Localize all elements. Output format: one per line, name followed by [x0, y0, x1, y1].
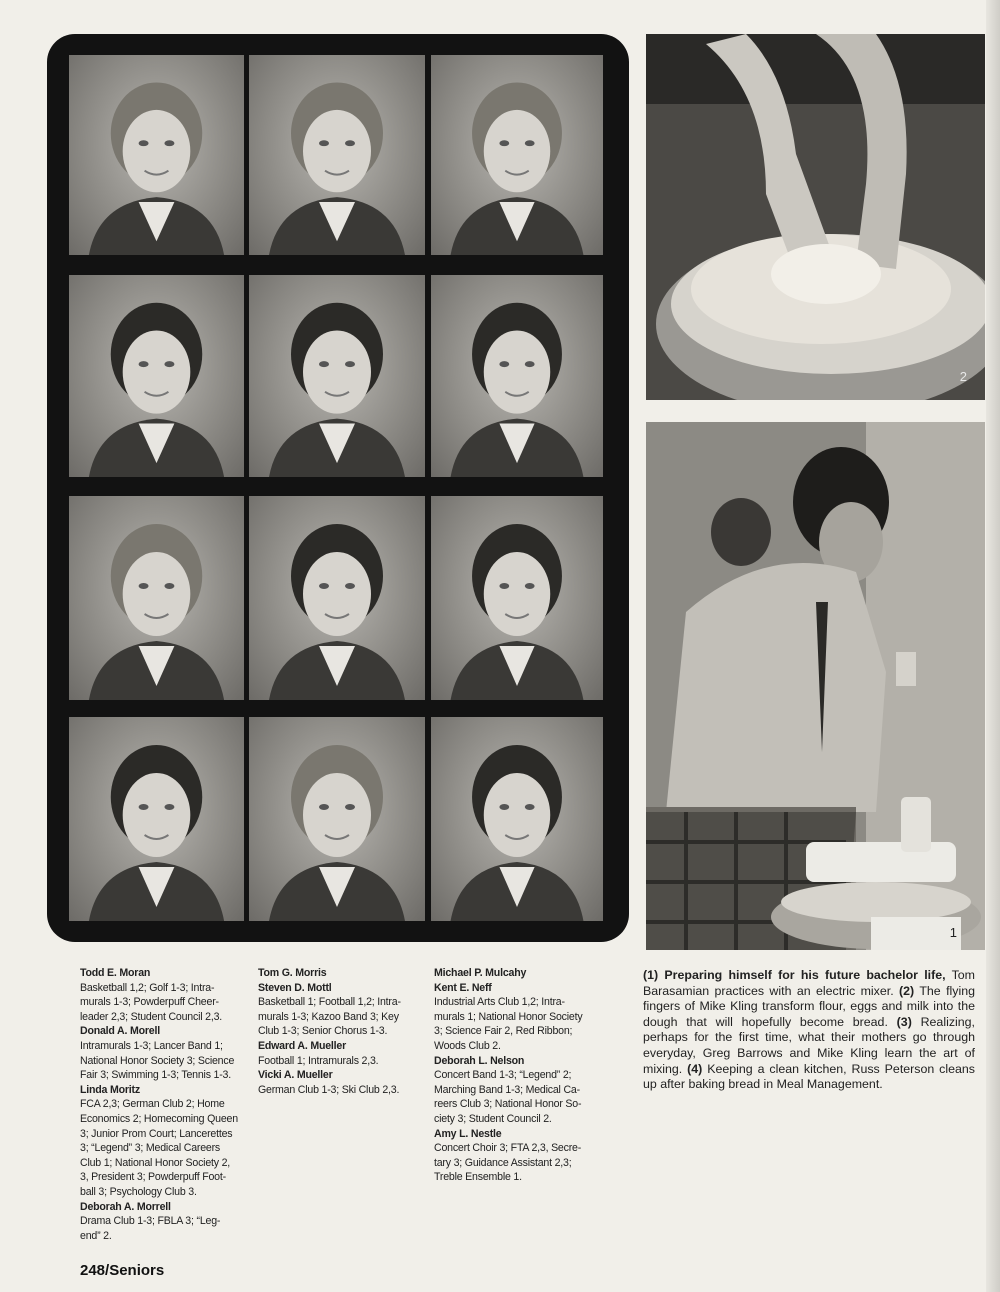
portrait-michael-mulcahy	[431, 55, 603, 255]
senior-entry	[80, 1200, 240, 1244]
senior-entry	[80, 1024, 240, 1082]
portrait-kent-neff	[431, 275, 603, 477]
caption-column-3	[434, 966, 594, 1185]
portrait-donald-morell	[69, 275, 244, 477]
senior-name: Tom G. Morris	[258, 967, 327, 979]
portrait-tom-morris	[249, 55, 425, 255]
senior-activities: Drama Club 1-3; FBLA 3; “Leg- end” 2.	[80, 1215, 221, 1242]
mixer-student-illustration	[646, 422, 985, 950]
photo-number-1: 1	[949, 925, 957, 940]
senior-name: Kent E. Neff	[434, 981, 492, 994]
caption-column-1	[80, 966, 240, 1243]
portrait-vicki-mueller	[249, 717, 425, 921]
caption-text-2: The flying fingers of Mike Kling transform flour, eggs and milk into the dough that will hopefully become bread.	[643, 983, 975, 1029]
dough-kneading-illustration	[646, 34, 985, 400]
senior-entry	[258, 1039, 418, 1068]
senior-activities: Intramurals 1-3; Lancer Band 1; National Honor Society 3; Science Fair 3; Swimming 1-3; Tennis 1-3.	[80, 1039, 235, 1082]
senior-entry	[80, 966, 240, 1024]
portrait-steven-mottl	[249, 275, 425, 477]
senior-name: Michael P. Mulcahy	[434, 967, 527, 979]
portrait-edward-mueller	[249, 496, 425, 700]
portrait-linda-moritz	[69, 496, 244, 700]
caption-column-2	[258, 966, 418, 1097]
page-edge	[986, 0, 1000, 1292]
senior-name: Todd E. Moran	[80, 967, 151, 979]
senior-name: Amy L. Nestle	[434, 1127, 502, 1140]
caption-num-1: (1)	[643, 968, 659, 982]
senior-entry	[434, 1127, 594, 1185]
portrait-deborah-nelson	[431, 496, 603, 700]
senior-name: Deborah L. Nelson	[434, 1054, 525, 1067]
senior-entry	[434, 1054, 594, 1127]
portrait-deborah-morrell	[69, 717, 244, 921]
senior-entry	[258, 1068, 418, 1097]
caption-num-2: (2)	[899, 983, 915, 998]
senior-entry	[434, 981, 594, 1054]
senior-activities: Concert Choir 3; FTA 2,3, Secre- tary 3; Guidance Assistant 2,3; Treble Ensemble 1.	[434, 1142, 582, 1184]
caption-text-3: Realizing, perhaps for the first time, what their mothers go through everyday, Greg Barrows and Mike Kling learn the art of mixing.	[643, 1014, 976, 1076]
senior-name: Vicki A. Mueller	[258, 1069, 333, 1082]
senior-entry	[258, 981, 418, 1039]
portrait-amy-nestle	[431, 717, 603, 921]
portrait-todd-moran	[69, 55, 244, 255]
senior-name: Linda Moritz	[80, 1083, 140, 1096]
senior-activities: German Club 1-3; Ski Club 2,3.	[258, 1083, 400, 1096]
caption-num-3: (3)	[896, 1014, 912, 1029]
senior-name: Deborah A. Morrell	[80, 1200, 171, 1213]
senior-name: Edward A. Mueller	[258, 1039, 347, 1052]
senior-activities: Concert Band 1-3; “Legend” 2; Marching Band 1-3; Medical Ca- reers Club 3; National Honor So- ciety 3; Student Council 2.	[434, 1069, 582, 1125]
caption-text-4: Keeping a clean kitchen, Russ Peterson cleans up after baking bread in Meal Management.	[643, 1061, 975, 1092]
senior-activities: Basketball 1,2; Golf 1-3; Intra- murals 1-3; Powderpuff Cheer- leader 2,3; Student Council 2,3.	[80, 981, 223, 1023]
caption-lead-1: Preparing himself for his future bachelor life,	[664, 968, 946, 982]
portrait-frame	[47, 34, 629, 942]
senior-entry	[258, 966, 418, 981]
page-folio: 248/Seniors	[80, 1262, 165, 1279]
senior-activities: Industrial Arts Club 1,2; Intra- murals 1; National Honor Society 3; Science Fair 2, Red Ribbon; Woods Club 2.	[434, 996, 583, 1052]
senior-entry	[80, 1083, 240, 1200]
caption-num-4: (4)	[687, 1061, 703, 1076]
senior-activities: FCA 2,3; German Club 2; Home Economics 2; Homecoming Queen 3; Junior Prom Court; Lancerettes 3; “Legend” 3; Medical Careers Club 1; National Honor Society 2, 3, President 3; Powderpuff Foot- ball 3; Psychology Club 3.	[80, 1098, 238, 1198]
photo-caption	[643, 968, 975, 1093]
photo-dough-kneading	[646, 34, 985, 400]
senior-name: Donald A. Morell	[80, 1025, 160, 1038]
senior-activities: Football 1; Intramurals 2,3.	[258, 1054, 379, 1067]
senior-entry	[434, 966, 594, 981]
senior-name: Steven D. Mottl	[258, 981, 332, 994]
photo-number-2: 2	[959, 369, 967, 384]
senior-activities: Basketball 1; Football 1,2; Intra- murals 1-3; Kazoo Band 3; Key Club 1-3; Senior Chorus 1-3.	[258, 996, 401, 1038]
photo-mixer-student	[646, 422, 985, 950]
caption-text-1: Tom Barasamian practices with an electric mixer.	[643, 968, 975, 998]
